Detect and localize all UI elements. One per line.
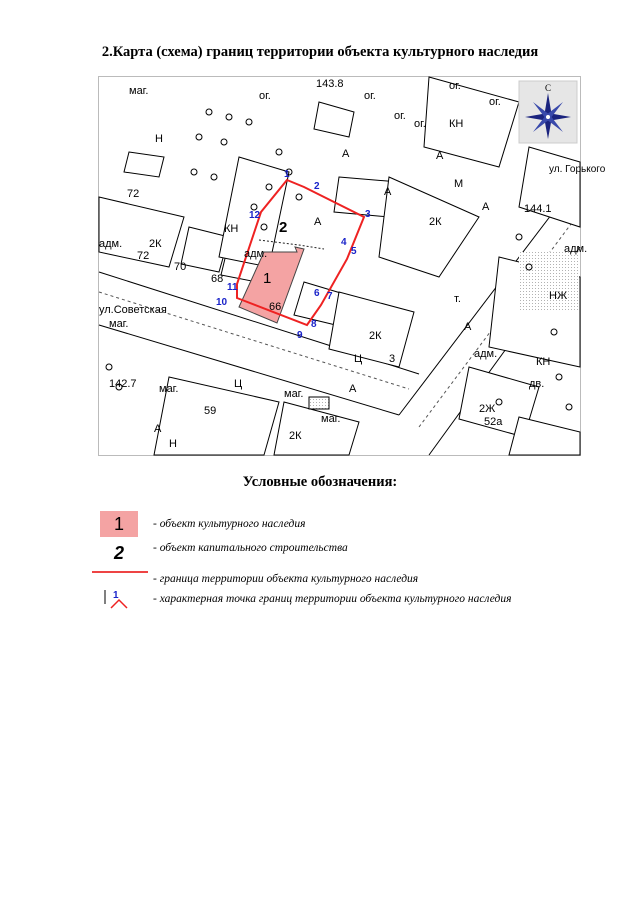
street-name: ул.Советская — [99, 304, 167, 316]
label-2k-3: 2К — [369, 330, 382, 342]
label-kn-1: КН — [224, 223, 239, 235]
label-adm-4: адм. — [474, 348, 498, 360]
label-3: 3 — [389, 353, 396, 365]
compass-north: С — [544, 83, 552, 93]
point-6: 6 — [314, 288, 320, 299]
street-gorkogo-name: ул. Горького — [549, 164, 606, 175]
point-8: 8 — [311, 319, 317, 330]
label-2k-2: 2К — [289, 430, 302, 442]
label-og-5: ог. — [449, 80, 461, 92]
label-og-3: ог. — [394, 110, 406, 122]
point-12: 12 — [249, 210, 261, 221]
label-a-5: А — [314, 216, 322, 228]
label-70: 70 — [174, 261, 187, 273]
label-t: т. — [454, 293, 461, 305]
label-66: 66 — [269, 301, 282, 313]
compass-rose-icon — [519, 81, 577, 143]
label-og-1: ог. — [364, 90, 376, 102]
label-mag-3: маг. — [159, 383, 179, 395]
label-dv: дв. — [529, 378, 545, 390]
legend-building-swatch: 2 — [113, 543, 124, 563]
label-mag-2: маг. — [109, 318, 129, 330]
label-mag-4: маг. — [284, 388, 304, 400]
label-2k-4: 2К — [429, 216, 442, 228]
label-52a: 52а — [484, 416, 503, 428]
label-2zh: 2Ж — [479, 403, 496, 415]
legend-item-heritage: - объект культурного наследия — [153, 518, 306, 530]
point-3: 3 — [365, 209, 371, 220]
buildings — [99, 77, 580, 455]
label-mag: маг. — [129, 85, 149, 97]
map-canvas — [99, 77, 606, 455]
legend-point-number: 1 — [113, 590, 119, 601]
object-2-label: 2 — [279, 219, 288, 236]
label-kn-2: КН — [449, 118, 464, 130]
legend-point-icon — [103, 586, 133, 610]
legend-item-boundary: - граница территории объекта культурного наследия — [153, 573, 419, 585]
label-og-4: ог. — [414, 118, 426, 130]
elevation-142: 142.7 — [109, 378, 137, 390]
point-5: 5 — [351, 246, 357, 257]
point-9: 9 — [297, 330, 303, 341]
point-4: 4 — [341, 237, 347, 248]
legend-boundary-line — [92, 571, 148, 573]
label-72b: 72 — [137, 250, 150, 262]
label-mag-5: маг. — [321, 413, 341, 425]
label-a-2: А — [436, 150, 444, 162]
object-1-label: 1 — [263, 270, 272, 287]
dotted-area — [309, 397, 329, 409]
elevation-144: 144.1 — [524, 203, 552, 215]
dotted-area-right — [519, 252, 579, 312]
label-2k-1: 2К — [149, 238, 162, 250]
label-a-1: А — [342, 148, 350, 160]
cadastral-map[interactable] — [98, 76, 606, 456]
label-68: 68 — [211, 273, 224, 285]
label-a-4: А — [384, 186, 392, 198]
label-72: 72 — [127, 188, 140, 200]
label-59: 59 — [204, 405, 217, 417]
page-title: 2.Карта (схема) границ территории объекта культурного наследия — [101, 44, 539, 60]
label-n-2: Н — [169, 438, 177, 450]
point-10: 10 — [216, 297, 228, 308]
label-adm-3: адм. — [564, 243, 588, 255]
label-ts: Ц — [234, 378, 243, 390]
legend-heritage-swatch: 1 — [100, 511, 138, 537]
label-m: М — [454, 178, 464, 190]
label-a-6: А — [464, 321, 472, 333]
label-adm-2: адм. — [99, 238, 123, 250]
label-n: Н — [155, 133, 163, 145]
label-kn-3: КН — [536, 356, 551, 368]
legend-item-building: - объект капитального строительства — [153, 542, 348, 554]
label-ts-2: Ц — [354, 353, 363, 365]
elevation-143: 143.8 — [316, 78, 344, 90]
point-1: 1 — [284, 169, 290, 180]
legend-item-point: - характерная точка границ территории объекта культурного наследия — [153, 593, 512, 605]
point-2: 2 — [314, 181, 320, 192]
label-a-8: А — [154, 423, 162, 435]
point-11: 11 — [227, 282, 238, 293]
label-og-2: ог. — [259, 90, 271, 102]
point-7: 7 — [327, 291, 333, 302]
label-nzh: НЖ — [549, 290, 568, 302]
label-og-6: ог. — [489, 96, 501, 108]
label-a-3: А — [482, 201, 490, 213]
label-a-7: А — [349, 383, 357, 395]
label-adm-1: адм. — [244, 248, 268, 260]
legend-title: Условные обозначения: — [242, 474, 398, 490]
